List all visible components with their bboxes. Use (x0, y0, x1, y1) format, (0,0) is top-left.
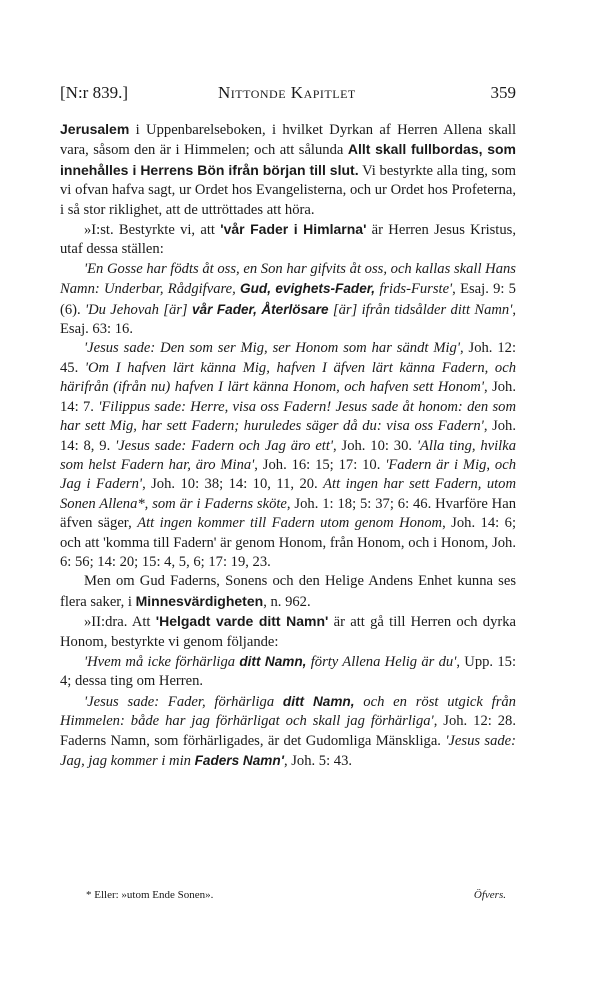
paragraph (60, 692, 516, 772)
emphasis-run: ditt Namn, (239, 653, 307, 669)
text-run: , Joh. 1: 18; 5: 37; 6: 46. Hvarföre Han äfven säger, (60, 495, 516, 532)
body-text (60, 120, 516, 771)
scripture-quote: 'Om I hafven lärt känna Mig, hafven I äfven lärt känna Fadern, och härifrån (ifrån nu) hafven I lärt känna Honom, och hafven sett Honom' (60, 359, 516, 396)
text-run: , Joh. 14: 7. (60, 379, 516, 415)
running-header (60, 82, 516, 104)
text-run: , Joh. 5: 43. (283, 753, 353, 769)
scripture-quote: 'Jesus sade: Fadern och Jag äro ett' (115, 437, 334, 454)
emphasis-run: Allt skall fullbordas, som innehålles i Herrens Bön ifrån början till slut. (60, 141, 516, 178)
scripture-quote: 'Fadern är i Mig, och Jag i Fadern' (60, 456, 516, 493)
text-run: är att gå till Herren och dyrka Honom, bestyrkte vi genom följande: (60, 614, 517, 650)
scripture-quote: 'Hvem må icke förhärliga (84, 653, 240, 670)
scripture-quote: 'En Gosse har födts åt oss, en Son har gifvits åt oss, och kallas skall Hans Namn: Underbar, Rådgifvare, (60, 260, 516, 298)
scripture-quote: 'Jesus sade: Fader, förhärliga (84, 693, 283, 710)
emphasis-run: 'vår Fader i Himlarna' (220, 221, 367, 238)
scripture-quote: 'Filippus sade: Herre, visa oss Fadern! Jesus sade åt honom: den som har sett Mig, har sett Fadern; huruledes säger då du: visa oss Fadern' (60, 398, 517, 435)
text-run: , Upp. 15: 4; dessa ting om Herren. (60, 653, 516, 690)
paragraph (60, 220, 516, 260)
footnote-text: * Eller: »utom Ende Sonen». (86, 889, 214, 901)
scripture-quote: 'Jesus sade: Jag, jag kommer i min (60, 732, 516, 769)
section-number: [N:r 839.] (60, 83, 128, 102)
translator-note: Öfvers. (473, 889, 506, 901)
emphasis-run: vår Fader, Återlösare (191, 301, 329, 317)
text-run: »II:dra. Att (84, 614, 156, 631)
emphasis-run: Jerusalem (60, 121, 130, 137)
paragraph (60, 572, 516, 612)
paragraph (60, 612, 516, 652)
paragraph (60, 120, 516, 220)
text-run: är Herren Jesus Kristus, utaf dessa ställen: (60, 222, 516, 258)
text-run: Men om Gud Faderns, Sonens och den Helige Andens Enhet kunna ses flera saker, i (60, 573, 516, 610)
paragraph (60, 652, 516, 692)
scripture-quote: 'Du Jehovah [är] (85, 301, 192, 318)
emphasis-run: ditt Namn, (282, 693, 355, 709)
text-run: Vi bestyrkte alla ting, som vi ofvan hafva sagt, ur Ordet hos Evangelisterna, och ur Ordet hos Profeterna, i så stor riklighet, att de uttröttades att höra. (60, 162, 516, 218)
scripture-quote: Att ingen har sett Fadern, utom Sonen Allena*, som är i Faderns sköte (60, 476, 517, 512)
emphasis-run: 'Helgadt varde ditt Namn' (155, 613, 329, 630)
paragraph (60, 339, 516, 572)
scripture-quote: förty Allena Helig är du' (306, 653, 457, 670)
text-run: , Esaj. 63: 16. (60, 301, 516, 338)
text-run: , Joh. 14: 6; och att 'komma till Fadern' är genom Honom, från Honom, och i Honom, Joh. 6: 56; 14: 20; 15: 4, 5, 6; 17: 19, 23. (60, 515, 517, 570)
footnote (86, 888, 506, 902)
scripture-quote: [är] ifrån tidsålder ditt Namn' (328, 301, 513, 318)
text-run: , Joh. 16: 15; 17: 10. (254, 456, 386, 473)
page-number: 359 (490, 83, 516, 102)
text-run: , Joh. 12: 45. (60, 340, 516, 376)
text-run: i Uppenbarelseboken, i hvilket Dyrkan af Herren Allena skall vara, såsom den är i Himmelen; och att sålunda (60, 122, 516, 159)
scripture-quote: 'Jesus sade: Den som ser Mig, ser Honom som har sändt Mig' (84, 340, 460, 357)
text-run: , Joh. 10: 30. (333, 437, 417, 454)
scripture-quote: och en röst utgick från Himmelen: både har jag förhärligat och skall jag förhärliga' (60, 693, 516, 730)
text-run: , Esaj. 9: 5 (6). (60, 281, 516, 318)
text-run: »I:st. Bestyrkte vi, att (84, 222, 221, 239)
emphasis-run: Faders Namn' (194, 753, 284, 768)
text-run: , n. 962. (263, 593, 311, 610)
scripture-quote: Att ingen kommer till Fadern utom genom Honom (137, 515, 443, 532)
paragraph (60, 260, 516, 340)
emphasis-run: Minnesvärdigheten (135, 592, 264, 609)
scripture-quote: 'Alla ting, hvilka som helst Fadern har, äro Mina' (60, 437, 517, 473)
scripture-quote: frids-Furste' (375, 281, 453, 298)
text-run: , Joh. 10: 38; 14: 10, 11, 20. (142, 476, 324, 493)
text-run: , Joh. 14: 8, 9. (60, 418, 517, 454)
chapter-title: Nittonde Kapitlet (218, 83, 356, 102)
text-run: , Joh. 12: 28. Faderns Namn, som förhärligades, är det Gudomliga Mänskliga. (60, 713, 517, 749)
emphasis-run: Gud, evighets-Fader, (240, 281, 376, 297)
